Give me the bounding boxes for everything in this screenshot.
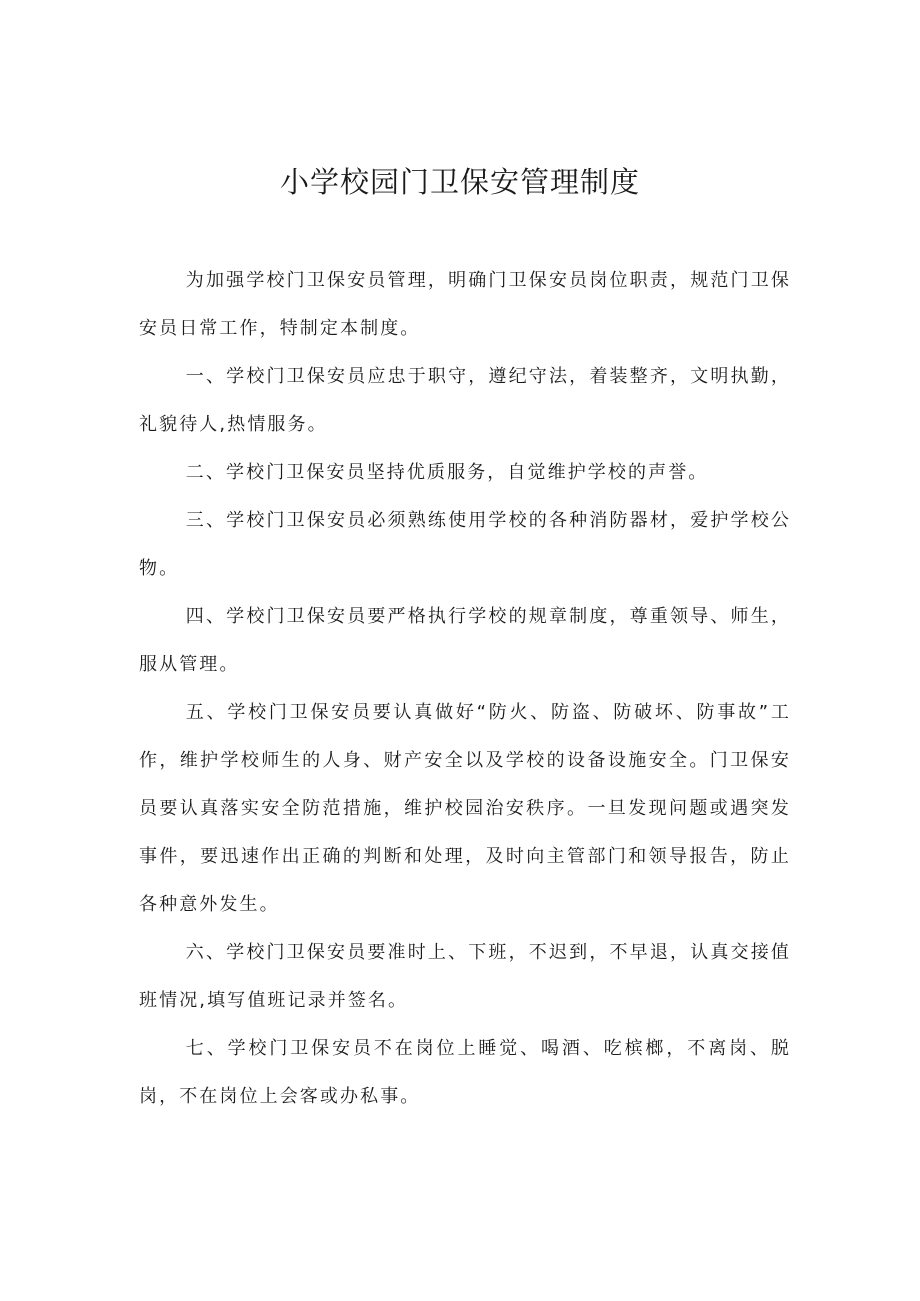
rule-paragraph-7: 七、学校门卫保安员不在岗位上睡觉、喝酒、吃槟榔，不离岗、脱岗，不在岗位上会客或办私事。 — [139, 1038, 791, 1107]
rule-paragraph-3: 三、学校门卫保安员必须熟练使用学校的各种消防器材，爱护学校公物。 — [139, 510, 791, 579]
rule-paragraph-1: 一、学校门卫保安员应忠于职守，遵纪守法，着装整齐，文明执勤，礼貌待人,热情服务。 — [139, 366, 791, 435]
rule-paragraph-4: 四、学校门卫保安员要严格执行学校的规章制度，尊重领导、师生，服从管理。 — [139, 606, 791, 675]
intro-paragraph: 为加强学校门卫保安员管理，明确门卫保安员岗位职责，规范门卫保安员日常工作，特制定本制度。 — [139, 270, 791, 339]
document-title: 小学校园门卫保安管理制度 — [279, 165, 640, 199]
rule-paragraph-2: 二、学校门卫保安员坚持优质服务，自觉维护学校的声誉。 — [185, 462, 709, 483]
rule-paragraph-6: 六、学校门卫保安员要准时上、下班，不迟到，不早退，认真交接值班情况,填写值班记录并签名。 — [139, 942, 791, 1011]
document-body — [139, 257, 791, 1121]
rule-paragraph-5: 五、学校门卫保安员要认真做好“防火、防盗、防破坏、防事故”工作，维护学校师生的人身、财产安全以及学校的设备设施安全。门卫保安员要认真落实安全防范措施，维护校园治安秩序。一旦发现问题或遇突发事件，要迅速作出正确的判断和处理，及时向主管部门和领导报告，防止各种意外发生。 — [139, 702, 791, 915]
